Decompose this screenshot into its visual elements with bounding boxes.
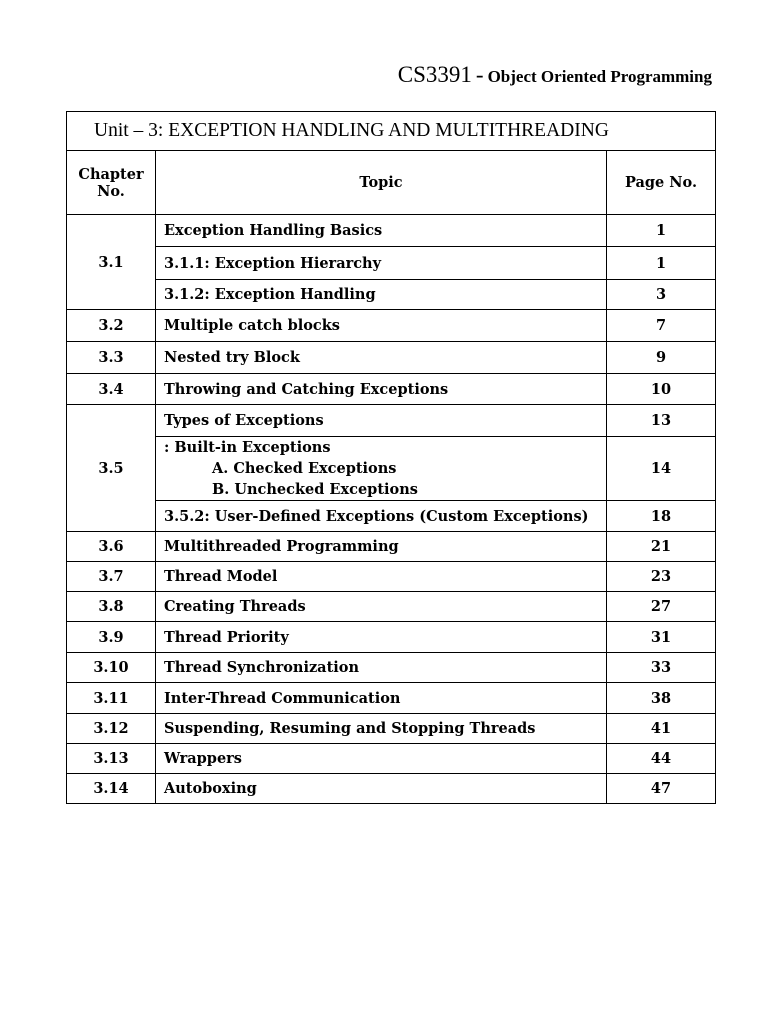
- topic-title: Thread Synchronization: [156, 653, 607, 683]
- topic-sub-item: B. Unchecked Exceptions: [212, 481, 418, 498]
- page-number: 41: [607, 714, 716, 744]
- page-number: 7: [607, 310, 716, 342]
- page-number: 13: [607, 405, 716, 437]
- chapter-number: 3.8: [67, 592, 156, 622]
- table-row: [67, 744, 716, 774]
- topic-main-line: : Built-in Exceptions: [164, 439, 331, 456]
- topic-column-header: Topic: [156, 151, 607, 215]
- chapter-number: 3.3: [67, 342, 156, 374]
- topic-title: 3.1.1: Exception Hierarchy: [156, 247, 607, 280]
- unit-title-row: [67, 112, 716, 151]
- page-number: 23: [607, 562, 716, 592]
- table-row: [67, 501, 716, 532]
- chapter-number: 3.14: [67, 774, 156, 804]
- table-row: [67, 374, 716, 405]
- table-row: [67, 280, 716, 310]
- table-row: [67, 310, 716, 342]
- page-number: 31: [607, 622, 716, 653]
- unit-name: EXCEPTION HANDLING AND MULTITHREADING: [168, 120, 609, 141]
- topic-title: Creating Threads: [156, 592, 607, 622]
- page-number: 3: [607, 280, 716, 310]
- topic-title: Suspending, Resuming and Stopping Threads: [156, 714, 607, 744]
- topic-title: 3.1.2: Exception Handling: [156, 280, 607, 310]
- topic-title: Multithreaded Programming: [156, 532, 607, 562]
- topic-title: Thread Model: [156, 562, 607, 592]
- page-column-header: Page No.: [607, 151, 716, 215]
- table-row: [67, 622, 716, 653]
- topic-title: Nested try Block: [156, 342, 607, 374]
- chapter-number: 3.9: [67, 622, 156, 653]
- chapter-number: 3.10: [67, 653, 156, 683]
- table-row: [67, 683, 716, 714]
- table-row: [67, 714, 716, 744]
- page-number: 14: [607, 437, 716, 501]
- page-number: 1: [607, 247, 716, 280]
- table-row: [67, 562, 716, 592]
- topic-title: Types of Exceptions: [156, 405, 607, 437]
- page-number: 18: [607, 501, 716, 532]
- page-number: 21: [607, 532, 716, 562]
- course-code: CS3391: [397, 62, 472, 87]
- table-row: [67, 592, 716, 622]
- topic-title: Thread Priority: [156, 622, 607, 653]
- topic-title: Wrappers: [156, 744, 607, 774]
- chapter-number: 3.7: [67, 562, 156, 592]
- table-row: [67, 437, 716, 501]
- topic-title: Autoboxing: [156, 774, 607, 804]
- topic-sub-item: A. Checked Exceptions: [212, 460, 397, 477]
- page-number: 33: [607, 653, 716, 683]
- table-row: [67, 774, 716, 804]
- chapter-number: 3.12: [67, 714, 156, 744]
- page-number: 10: [607, 374, 716, 405]
- table-row: [67, 342, 716, 374]
- topic-title: [156, 437, 607, 501]
- topic-title: Exception Handling Basics: [156, 215, 607, 247]
- table-row: [67, 405, 716, 437]
- chapter-number: 3.11: [67, 683, 156, 714]
- chapter-number: 3.6: [67, 532, 156, 562]
- topic-title: Multiple catch blocks: [156, 310, 607, 342]
- page-number: 44: [607, 744, 716, 774]
- contents-table: [66, 111, 716, 804]
- chapter-number: 3.5: [67, 405, 156, 532]
- course-subject: Object Oriented Programming: [487, 67, 712, 86]
- page-number: 27: [607, 592, 716, 622]
- chapter-number: 3.4: [67, 374, 156, 405]
- chapter-number: 3.1: [67, 215, 156, 310]
- topic-title: 3.5.2: User-Defined Exceptions (Custom Exceptions): [156, 501, 607, 532]
- page-number: 9: [607, 342, 716, 374]
- page-number: 1: [607, 215, 716, 247]
- unit-prefix: Unit – 3:: [94, 120, 164, 141]
- column-header-row: [67, 151, 716, 215]
- topic-title: Throwing and Catching Exceptions: [156, 374, 607, 405]
- table-row: [67, 653, 716, 683]
- page-number: 47: [607, 774, 716, 804]
- unit-title: [67, 112, 716, 151]
- topic-title: Inter-Thread Communication: [156, 683, 607, 714]
- header-dash: -: [475, 62, 484, 87]
- page-number: 38: [607, 683, 716, 714]
- document-header: [398, 62, 712, 88]
- table-row: [67, 247, 716, 280]
- chapter-number: 3.2: [67, 310, 156, 342]
- table-row: [67, 215, 716, 247]
- chapter-number: 3.13: [67, 744, 156, 774]
- table-row: [67, 532, 716, 562]
- chapter-column-header: Chapter No.: [67, 151, 156, 215]
